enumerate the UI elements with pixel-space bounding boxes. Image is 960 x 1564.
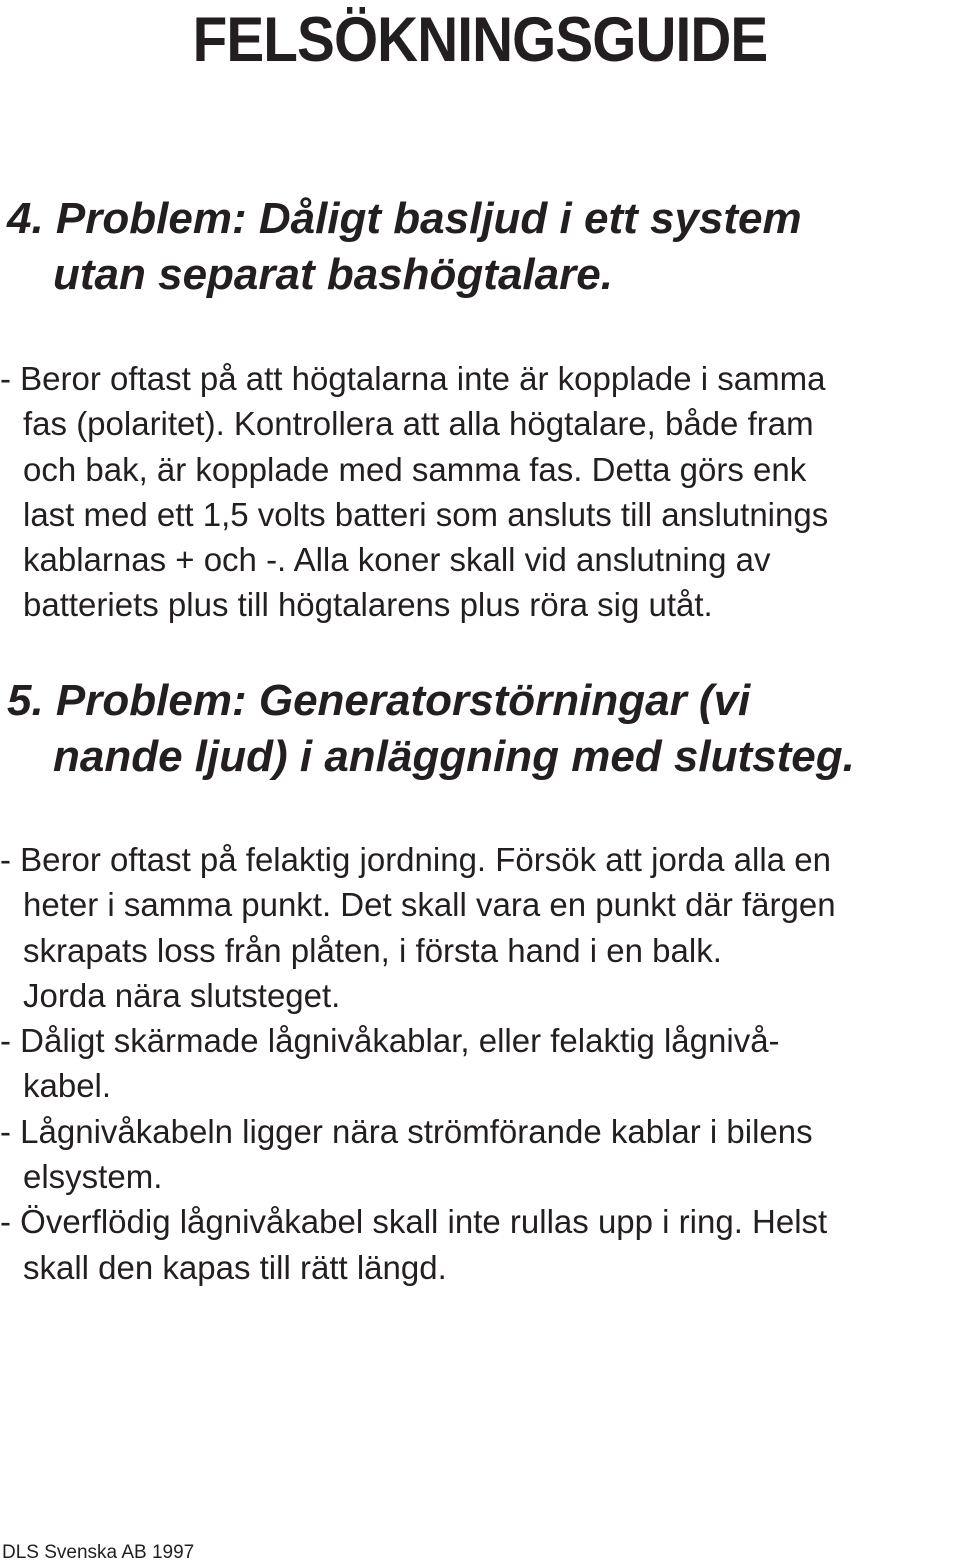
body-line: elsystem. — [23, 1158, 163, 1196]
body-line: skall den kapas till rätt längd. — [23, 1248, 447, 1286]
body-line: batteriets plus till högtalarens plus röra sig utåt. — [23, 586, 713, 624]
body-line: Jorda nära slutsteget. — [23, 976, 341, 1014]
footer-copyright: DLS Svenska AB 1997 — [2, 1542, 195, 1563]
body-line: och bak, är kopplade med samma fas. Detta görs enk — [23, 450, 807, 488]
section-body-5 — [0, 837, 960, 1290]
section-body-4 — [0, 356, 960, 628]
heading-line: nande ljud) i anläggning med slutsteg. — [53, 732, 855, 781]
body-line: kabel. — [23, 1067, 112, 1105]
body-line: - Dåligt skärmade lågnivåkablar, eller felaktig lågnivå- — [0, 1022, 780, 1060]
body-line: - Beror oftast på felaktig jordning. Försök att jorda alla en — [0, 841, 831, 878]
heading-line: 4. Problem: Dåligt basljud i ett system — [7, 194, 802, 243]
body-line: - Överflödig lågnivåkabel skall inte rullas upp i ring. Helst — [0, 1203, 828, 1241]
body-line: - Lågnivåkabeln ligger nära strömförande kablar i bilens — [0, 1112, 813, 1150]
body-line: kablarnas + och -. Alla koner skall vid anslutning av — [23, 541, 771, 579]
body-line: heter i samma punkt. Det skall vara en punkt där färgen — [23, 886, 836, 924]
body-line: - Beror oftast på att högtalarna inte är kopplade i samma — [0, 360, 826, 397]
body-line: last med ett 1,5 volts batteri som ansluts till anslutnings — [23, 495, 829, 533]
heading-line: 5. Problem: Generatorstörningar (vi — [7, 676, 751, 725]
section-heading-4 — [7, 191, 960, 303]
section-heading-5 — [7, 673, 960, 785]
heading-line: utan separat bashögtalare. — [53, 250, 613, 299]
body-line: skrapats loss från plåten, i första hand i en balk. — [23, 931, 722, 969]
body-line: fas (polaritet). Kontrollera att alla högtalare, både fram — [23, 405, 814, 443]
page-title: FELSÖKNINGSGUIDE — [192, 5, 768, 75]
